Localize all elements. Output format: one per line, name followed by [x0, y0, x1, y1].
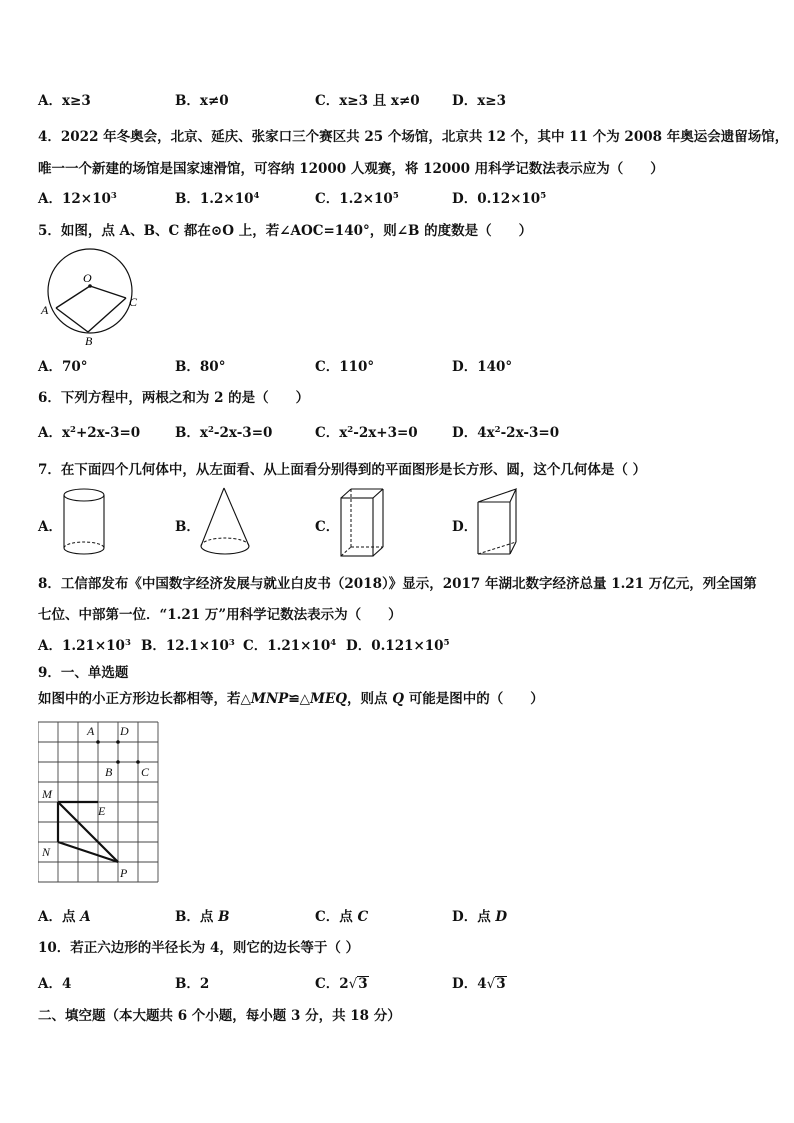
q8-option-b: B．$12.1\times 10^3$ [141, 638, 235, 654]
q7-text: 7．在下面四个几何体中，从左面看、从上面看分别得到的平面图形是长方形、圆，这个几何体是（ ） [38, 462, 647, 478]
label-b: B [85, 334, 93, 347]
q3-option-b: B．x≠0 [175, 93, 229, 109]
q7-option-a: A． [38, 519, 62, 535]
q9-option-a: A．点 A [38, 909, 91, 925]
label-m: M [42, 787, 52, 801]
q8-option-c: C．$1.21\times 10^4$ [243, 638, 337, 654]
label-b: B [105, 765, 113, 779]
q6-option-a: A．$x^2+2x-3=0$ [38, 425, 141, 441]
segment-bc [88, 298, 126, 332]
q9-option-d: D．点 D [452, 909, 508, 925]
rectangular-prism-figure [337, 486, 387, 560]
q4-line1: 4．2022 年冬奥会，北京、延庆、张家口三个赛区共 25 个场馆，北京共 12 个，其中 11 个为 2008 年奥运会遗留场馆， [38, 129, 789, 145]
q8-line2: 七位、中部第一位．“1.21 万”用科学记数法表示为（ ） [38, 607, 402, 623]
q8-line1: 8．工信部发布《中国数字经济发展与就业白皮书（2018）》显示，2017 年湖北数字经济总量 1.21 万亿元，列全国第 [38, 576, 757, 592]
q9-option-b: B．点 B [175, 909, 230, 925]
q10-text: 10．若正六边形的半径长为 4，则它的边长等于（ ） [38, 940, 360, 956]
sqrt-radicand: 3 [358, 976, 368, 992]
q5-option-d: D．140° [452, 359, 513, 375]
q4-option-b: B．$1.2\times 10^4$ [175, 191, 260, 207]
circle-o [48, 249, 132, 333]
q6-text: 6．下列方程中，两根之和为 2 的是（ ） [38, 390, 310, 406]
label-d: D [120, 724, 129, 738]
q4-line2: 唯一一个新建的场馆是国家速滑馆，可容纳 12000 人观赛，将 12000 用科学记数法表示应为（ ） [38, 161, 664, 177]
q9-heading: 9．一、单选题 [38, 665, 129, 681]
q4-option-c: C．$1.2\times 10^5$ [315, 191, 399, 207]
q4-option-d: D．$0.12\times 10^5$ [452, 191, 547, 207]
label-p: P [120, 866, 128, 880]
segment-oc [90, 286, 126, 298]
cylinder-figure [60, 486, 110, 558]
q10-option-a: A．4 [38, 976, 72, 992]
q3-option-d: D．x≥3 [452, 93, 506, 109]
q9-text: 如图中的小正方形边长都相等，若△MNP≌△MEQ，则点 Q 可能是图中的（ ） [38, 691, 544, 707]
q5-option-a: A．70° [38, 359, 88, 375]
cone-figure [198, 486, 254, 560]
q7-option-b: B． [175, 519, 200, 535]
label-c: C [129, 295, 138, 309]
q6-option-b: B．$x^2-2x-3=0$ [175, 425, 273, 441]
label-o: O [83, 271, 92, 285]
label-c: C [141, 765, 150, 779]
q6-option-d: D．$4x^2-2x-3=0$ [452, 425, 560, 441]
segment-oa [56, 286, 90, 308]
label-n: N [42, 845, 51, 859]
sqrt-radicand: 3 [496, 976, 506, 992]
triangle-mnp [58, 802, 118, 862]
q7-option-c: C． [315, 519, 340, 535]
q6-option-c: C．$x^2-2x+3=0$ [315, 425, 418, 441]
q8-option-d: D．$0.121\times 10^5$ [346, 638, 450, 654]
label-a: A [87, 724, 95, 738]
q5-option-c: C．110° [315, 359, 375, 375]
triangular-prism-figure [474, 486, 526, 560]
q10-option-d: D．4√3 [452, 976, 506, 992]
q7-option-d: D． [452, 519, 478, 535]
q3-option-c: C．x≥3 且 x≠0 [315, 93, 420, 109]
q8-option-a: A．$1.21\times 10^3$ [38, 638, 131, 654]
q3-option-a: A．x≥3 [38, 93, 91, 109]
label-a: A [41, 303, 49, 317]
q5-option-b: B．80° [175, 359, 226, 375]
q10-option-c: C．2√3 [315, 976, 368, 992]
q9-option-c: C．点 C [315, 909, 369, 925]
q5-circle-figure [38, 243, 148, 347]
q4-option-a: A．$12\times 10^3$ [38, 191, 117, 207]
label-e: E [98, 804, 106, 818]
q10-option-b: B．2 [175, 976, 210, 992]
q9-grid-figure [38, 720, 160, 886]
section2-title: 二、填空题（本大题共 6 个小题，每小题 3 分，共 18 分） [38, 1008, 401, 1024]
q5-text: 5．如图，点 A、B、C 都在⊙O 上，若∠AOC=140°，则∠B 的度数是（ ） [38, 223, 533, 239]
